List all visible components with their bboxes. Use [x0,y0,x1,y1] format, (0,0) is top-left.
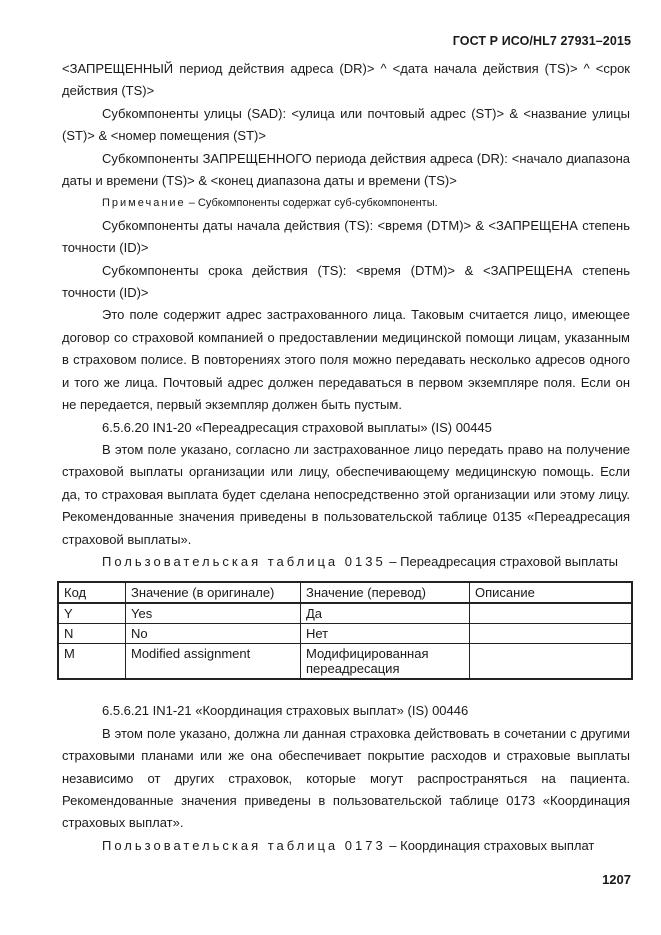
cell-description [470,603,633,624]
top-paragraphs [62,58,630,192]
column-header-code: Код [58,582,126,603]
cell-original: Modified assignment [126,644,301,680]
cell-code: M [58,644,126,680]
table-row [58,603,632,624]
table-0135-title-label: Пользовательская таблица 0135 [102,553,386,569]
paragraph: Субкомпоненты даты начала действия (TS): <время (DTM)> & <ЗАПРЕЩЕНА степень точности (ID)> [62,217,630,256]
paragraph: В этом поле указано, должна ли данная страховка действовать в сочетании с другими страховыми планами или же она обеспечивает покрытие расходов и страховые выплаты независимо от других страховок, которые могут распространяться на пациента. Рекомендованные значения приведены в пользовательской таблице 0173 «Координация страховых выплат». [62,725,630,831]
column-header-description: Описание [470,582,633,603]
table-0173-title-rest: – Координация страховых выплат [385,837,595,853]
table-0173-title [62,835,630,857]
cell-code: Y [58,603,126,624]
column-header-translation: Значение (перевод) [301,582,470,603]
mid-paragraphs [62,215,630,551]
cell-original: Yes [126,603,301,624]
table-0173-title-label: Пользовательская таблица 0173 [102,837,386,853]
bottom-paragraphs [62,700,630,834]
table-0135-title [62,551,630,573]
cell-original: No [126,624,301,644]
table-row [58,624,632,644]
paragraph: Субкомпоненты срока действия (TS): <время (DTM)> & <ЗАПРЕЩЕНА степень точности (ID)> [62,262,630,301]
cell-description [470,624,633,644]
paragraph: <ЗАПРЕЩЕННЫЙ период действия адреса (DR)> ^ <дата начала действия (TS)> ^ <срок действия (TS)> [62,61,630,99]
cell-translation: Нет [301,624,470,644]
paragraph: В этом поле указано, согласно ли застрахованное лицо передать право на получение страховой выплаты организации или лицу, обеспечивающему медицинскую помощь. Если да, то страховая выплата будет сделана непосредственно этой организации или этому лицу. Рекомендованные значения приведены в пользовательской таблице 0135 «Переадресация страховой выплаты». [62,441,630,547]
paragraph: Это поле содержит адрес застрахованного лица. Таковым считается лицо, имеющее договор со страховой компанией о предоставлении медицинской помощи лицам, указанным в страховом полисе. В повторениях этого поля можно передавать несколько адресов одного и того же лица. Почтовый адрес должен передаваться в первом экземпляре поля. Если он не передается, первый экземпляр должен быть пустым. [62,307,630,413]
cell-code: N [58,624,126,644]
table-0135 [57,581,633,680]
paragraph: Субкомпоненты ЗАПРЕЩЕННОГО периода действия адреса (DR): <начало диапазона даты и времени (TS)> & <конец диапазона даты и времени (TS)> [62,150,630,189]
note-label: Примечание [102,197,186,210]
document-body [62,58,630,857]
table-0135-title-rest: – Переадресация страховой выплаты [385,553,619,569]
cell-description [470,644,633,680]
document-header: ГОСТ Р ИСО/HL7 27931–2015 [452,34,631,48]
column-header-original: Значение (в оригинале) [126,582,301,603]
paragraph: Субкомпоненты улицы (SAD): <улица или почтовый адрес (ST)> & <название улицы (ST)> & <номер помещения (ST)> [62,105,630,144]
page-number: 1207 [602,872,631,887]
paragraph: 6.5.6.20 IN1-20 «Переадресация страховой выплаты» (IS) 00445 [102,419,492,435]
note-paragraph [62,192,630,214]
paragraph: 6.5.6.21 IN1-21 «Координация страховых выплат» (IS) 00446 [102,703,469,719]
cell-translation: Модифицированная переадресация [301,644,470,680]
table-row [58,644,632,680]
cell-translation: Да [301,603,470,624]
table-header-row [58,582,632,603]
table-0135-body [58,603,632,679]
note-text: – Субкомпоненты содержат суб-субкомпоненты. [185,197,438,210]
